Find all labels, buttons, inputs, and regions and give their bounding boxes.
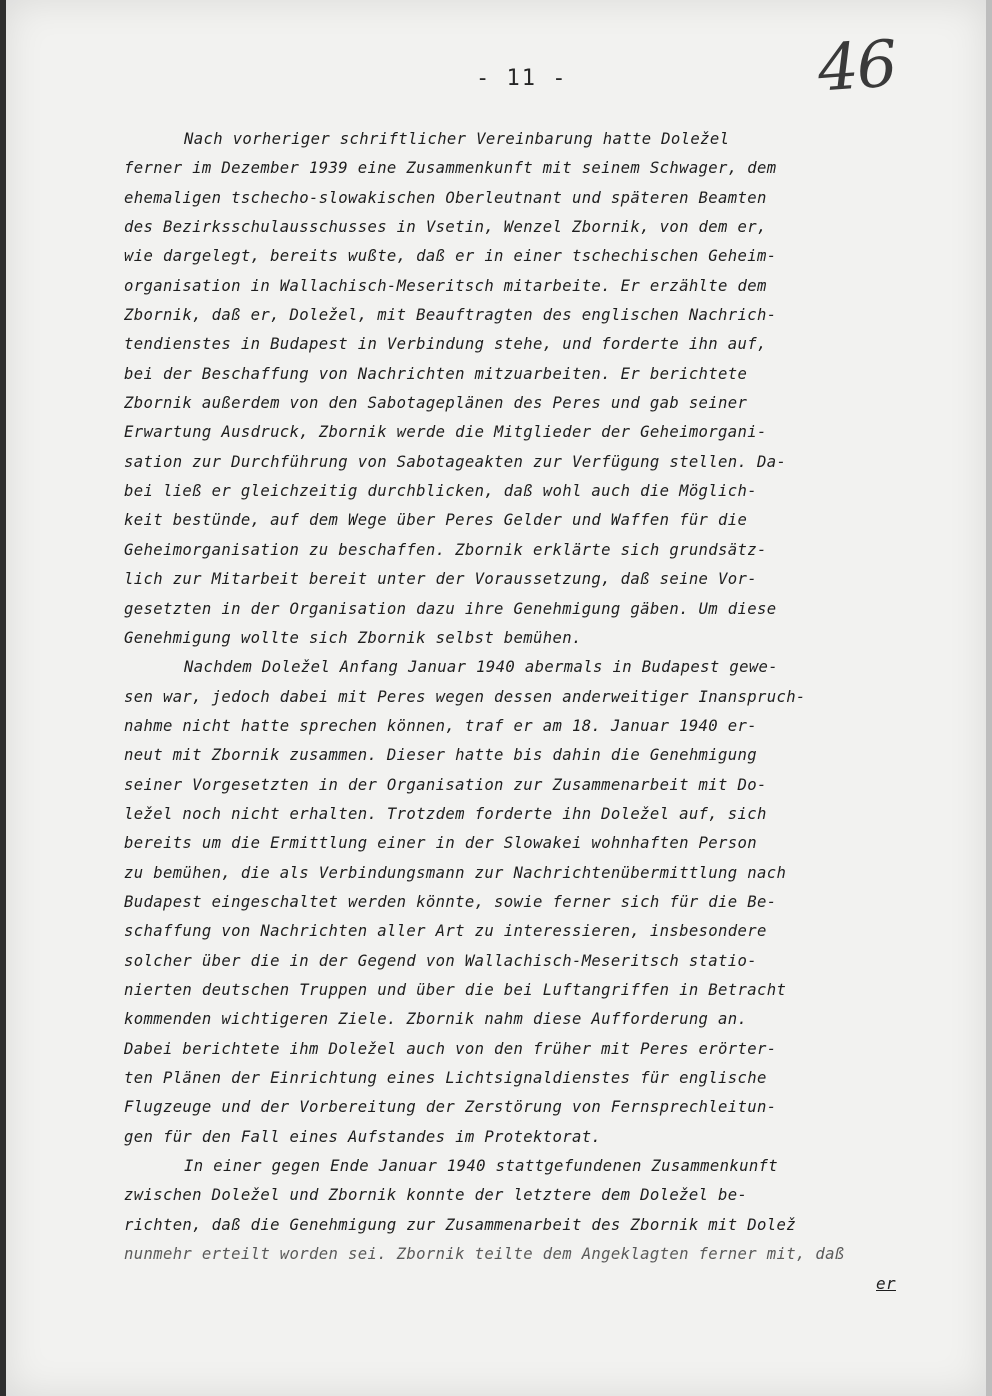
text-line: Zbornik außerdem von den Sabotageplänen des Peres und gab seiner (124, 394, 748, 413)
text-line: Zbornik, daß er, Doležel, mit Beauftragten des englischen Nachrich- (124, 306, 777, 325)
body-text (124, 125, 974, 1299)
scan-left-edge (0, 0, 6, 1396)
text-line: richten, daß die Genehmigung zur Zusammenarbeit des Zbornik mit Dolež (124, 1215, 796, 1234)
text-line: wie dargelegt, bereits wußte, daß er in einer tschechischen Geheim- (124, 247, 777, 266)
text-line: Nach vorheriger schriftlicher Vereinbarung hatte Doležel (184, 130, 730, 148)
text-line: tendienstes in Budapest in Verbindung stehe, und forderte ihn auf, (124, 335, 767, 354)
text-line: Flugzeuge und der Vorbereitung der Zerstörung von Fernsprechleitun- (124, 1098, 777, 1117)
text-line: sation zur Durchführung von Sabotageakten zur Verfügung stellen. Da- (124, 452, 787, 471)
text-line: bei der Beschaffung von Nachrichten mitzuarbeiten. Er berichtete (124, 364, 748, 383)
text-line: er (876, 1274, 896, 1294)
text-line: nierten deutschen Truppen und über die bei Luftangriffen in Betracht (124, 980, 787, 999)
text-line: neut mit Zbornik zusammen. Dieser hatte bis dahin die Genehmigung (124, 746, 757, 765)
document-page (6, 0, 986, 1396)
text-line: ležel noch nicht erhalten. Trotzdem forderte ihn Doležel auf, sich (124, 804, 767, 823)
text-line: nunmehr erteilt worden sei. Zbornik teilte dem Angeklagten ferner mit, daß (124, 1245, 845, 1264)
text-line: bei ließ er gleichzeitig durchblicken, daß wohl auch die Möglich- (124, 482, 757, 501)
text-line: seiner Vorgesetzten in der Organisation zur Zusammenarbeit mit Do- (124, 775, 767, 794)
text-line: zu bemühen, die als Verbindungsmann zur Nachrichtenübermittlung nach (124, 863, 787, 882)
text-line: organisation in Wallachisch-Meseritsch mitarbeite. Er erzählte dem (124, 276, 767, 295)
text-line: gen für den Fall eines Aufstandes im Protektorat. (124, 1127, 602, 1146)
text-line: Erwartung Ausdruck, Zbornik werde die Mitglieder der Geheimorgani- (124, 423, 767, 442)
text-line: In einer gegen Ende Januar 1940 stattgefundenen Zusammenkunft (184, 1157, 779, 1176)
text-line: des Bezirksschulausschusses in Vsetin, Wenzel Zbornik, von dem er, (124, 218, 767, 237)
text-line: Geheimorganisation zu beschaffen. Zbornik erklärte sich grundsätz- (124, 540, 767, 559)
page-number: - 11 - (476, 66, 568, 91)
text-line: ten Plänen der Einrichtung eines Lichtsignaldienstes für englische (124, 1069, 767, 1087)
text-line: keit bestünde, auf dem Wege über Peres Gelder und Waffen für die (124, 511, 748, 530)
text-line: schaffung von Nachrichten aller Art zu interessieren, insbesondere (124, 922, 767, 941)
text-line: sen war, jedoch dabei mit Peres wegen dessen anderweitiger Inanspruch- (124, 687, 806, 706)
text-line: lich zur Mitarbeit bereit unter der Voraussetzung, daß seine Vor- (124, 570, 757, 589)
text-line: kommenden wichtigeren Ziele. Zbornik nahm diese Aufforderung an. (124, 1010, 748, 1029)
text-line: nahme nicht hatte sprechen können, traf er am 18. Januar 1940 er- (124, 716, 757, 735)
text-line: solcher über die in der Gegend von Wallachisch-Meseritsch statio- (124, 951, 757, 970)
text-line: Dabei berichtete ihm Doležel auch von den früher mit Peres erörter- (124, 1039, 777, 1058)
text-line: Nachdem Doležel Anfang Januar 1940 abermals in Budapest gewe- (184, 658, 779, 677)
text-line: Genehmigung wollte sich Zbornik selbst bemühen. (124, 628, 582, 647)
text-line: zwischen Doležel und Zbornik konnte der letztere dem Doležel be- (124, 1186, 748, 1205)
text-line: gesetzten in der Organisation dazu ihre Genehmigung gäben. Um diese (124, 599, 777, 618)
text-line: bereits um die Ermittlung einer in der Slowakei wohnhaften Person (124, 834, 757, 853)
text-line: ehemaligen tschecho-slowakischen Oberleutnant und späteren Beamten (124, 188, 767, 207)
text-line: ferner im Dezember 1939 eine Zusammenkunft mit seinem Schwager, dem (124, 159, 777, 178)
text-line: Budapest eingeschaltet werden könnte, sowie ferner sich für die Be- (124, 892, 777, 911)
handwritten-folio-number: 46 (815, 27, 898, 107)
